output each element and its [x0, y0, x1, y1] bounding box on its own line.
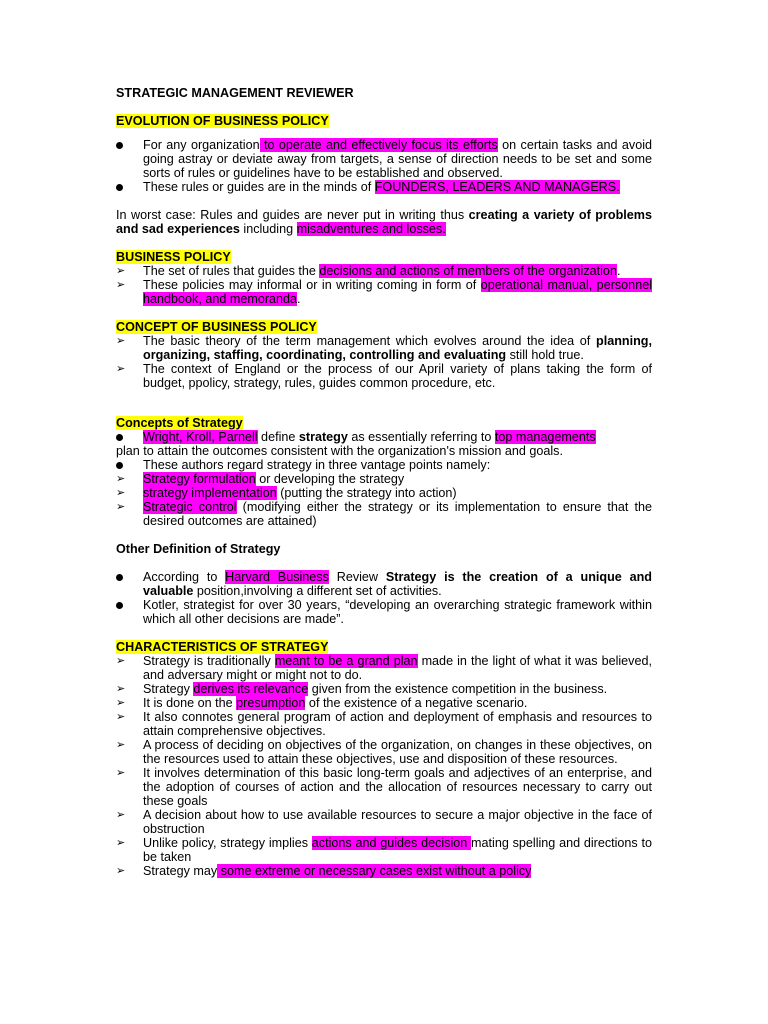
highlight: derives its relevance [193, 682, 309, 696]
list-item: ➢ Unlike policy, strategy implies actions and guides decision mating spelling and directions to be taken [116, 836, 652, 864]
bullet-icon [116, 138, 130, 152]
list-item: ➢ The set of rules that guides the decisions and actions of members of the organization. [116, 264, 621, 278]
arrow-bullet-icon: ➢ [116, 335, 126, 347]
section-heading-concept: CONCEPT OF BUSINESS POLICY [116, 320, 317, 334]
list-item: ➢ It involves determination of this basic long-term goals and adjectives of an enterprise, and the adoption of courses of action and the allocation of resources necessary to carry out these goals [116, 766, 652, 808]
section-heading-characteristics: CHARACTERISTICS OF STRATEGY [116, 640, 329, 654]
highlight: top managements [494, 430, 596, 444]
list-item: ➢ A decision about how to use available resources to secure a major objective in the face of obstruction [116, 808, 652, 836]
highlight: misadventures and losses. [296, 222, 446, 236]
list-item: These authors regard strategy in three vantage points namely: [116, 458, 652, 472]
bullet-icon [116, 180, 130, 194]
list-item: ➢ The basic theory of the term management which evolves around the idea of planning, organizing, staffing, coordinating, controlling and evaluating still hold true. [116, 334, 652, 362]
list-item: According to Harvard Business Review Strategy is the creation of a unique and valuable position,involving a different set of activities. [116, 570, 652, 598]
arrow-bullet-icon: ➢ [116, 837, 126, 849]
concept-list [116, 334, 652, 390]
other-definition-list [116, 570, 652, 626]
section-heading-other: Other Definition of Strategy [116, 542, 281, 556]
document-page [116, 86, 652, 878]
highlight: Strategic control [143, 500, 237, 514]
arrow-bullet-icon: ➢ [116, 655, 126, 667]
list-item: ➢ Strategy formulation or developing the strategy [116, 472, 405, 486]
arrow-bullet-icon: ➢ [116, 501, 126, 513]
highlight: Wright, Kroll, Parnell [143, 430, 258, 444]
list-item: ➢ The context of England or the process of our April variety of plans taking the form of budget, ppolicy, strategy, rules, guides common procedure, etc. [116, 362, 652, 390]
highlight: strategy implementation [143, 486, 277, 500]
arrow-bullet-icon: ➢ [116, 487, 126, 499]
continuation-text: plan to attain the outcomes consistent with the organization's mission and goals. [116, 444, 563, 458]
list-item: ➢ It is done on the presumption of the existence of a negative scenario. [116, 696, 528, 710]
arrow-bullet-icon: ➢ [116, 279, 126, 291]
highlight: to operate and effectively focus its efforts [259, 138, 498, 152]
arrow-bullet-icon: ➢ [116, 711, 126, 723]
list-item: ➢ Strategy is traditionally meant to be a grand plan made in the light of what it was believed, and adversary might or might not to do. [116, 654, 652, 682]
list-item: These rules or guides are in the minds of FOUNDERS, LEADERS AND MANAGERS. [116, 180, 652, 194]
characteristics-list [116, 654, 652, 878]
arrow-bullet-icon: ➢ [116, 767, 126, 779]
arrow-bullet-icon: ➢ [116, 473, 126, 485]
bullet-icon [116, 430, 130, 444]
worst-case-paragraph: In worst case: Rules and guides are never put in writing thus creating a variety of problems and sad experiences including misadventures and losses. [116, 208, 652, 236]
list-item: ➢ strategy implementation (putting the strategy into action) [116, 486, 457, 500]
section-heading-concepts-strategy: Concepts of Strategy [116, 416, 243, 430]
list-item: Wright, Kroll, Parnell define strategy as essentially referring to top managements [116, 430, 652, 444]
arrow-bullet-icon: ➢ [116, 865, 126, 877]
bullet-icon [116, 598, 130, 612]
arrow-bullet-icon: ➢ [116, 683, 126, 695]
highlight: meant to be a grand plan [274, 654, 418, 668]
list-item: ➢ A process of deciding on objectives of the organization, on changes in these objectives, on the resources used to attain these objectives, use and disposition of these resources. [116, 738, 652, 766]
list-item: Kotler, strategist for over 30 years, “developing an overarching strategic framework within which all other decisions are made”. [116, 598, 652, 626]
highlight: Strategy formulation [143, 472, 256, 486]
business-policy-list [116, 264, 652, 306]
highlight: decisions and actions of members of the organization [319, 264, 617, 278]
list-item: For any organization to operate and effectively focus its efforts on certain tasks and avoid going astray or deviate away from targets, a sense of direction needs to be set and some sorts of rules or guidelines have to be established and observed. [116, 138, 652, 180]
list-item: ➢ Strategic control (modifying either the strategy or its implementation to ensure that the desired outcomes are attained) [116, 500, 652, 528]
list-item: ➢ Strategy may some extreme or necessary cases exist without a policy [116, 864, 532, 878]
highlight: Harvard Business [225, 570, 329, 584]
section-heading-evolution: EVOLUTION OF BUSINESS POLICY [116, 114, 329, 128]
arrow-bullet-icon: ➢ [116, 363, 126, 375]
arrow-bullet-icon: ➢ [116, 739, 126, 751]
highlight: operational manual, personnel handbook, and memoranda [143, 278, 652, 306]
highlight: FOUNDERS, LEADERS AND MANAGERS. [374, 180, 620, 194]
bullet-icon [116, 570, 130, 584]
list-item: ➢ These policies may informal or in writing coming in form of operational manual, personnel handbook, and memoranda. [116, 278, 652, 306]
evolution-list [116, 138, 652, 194]
arrow-bullet-icon: ➢ [116, 265, 126, 277]
arrow-bullet-icon: ➢ [116, 809, 126, 821]
list-item: ➢ Strategy derives its relevance given from the existence competition in the business. [116, 682, 608, 696]
arrow-bullet-icon: ➢ [116, 697, 126, 709]
document-title: STRATEGIC MANAGEMENT REVIEWER [116, 86, 354, 100]
section-heading-business-policy: BUSINESS POLICY [116, 250, 231, 264]
highlight: presumption [236, 696, 306, 710]
bullet-icon [116, 458, 130, 472]
highlight: some extreme or necessary cases exist without a policy [217, 864, 532, 878]
concepts-strategy-list [116, 430, 652, 444]
list-item: ➢ It also connotes general program of action and deployment of emphasis and resources to attain comprehensive objectives. [116, 710, 652, 738]
highlight: actions and guides decision [311, 836, 472, 850]
